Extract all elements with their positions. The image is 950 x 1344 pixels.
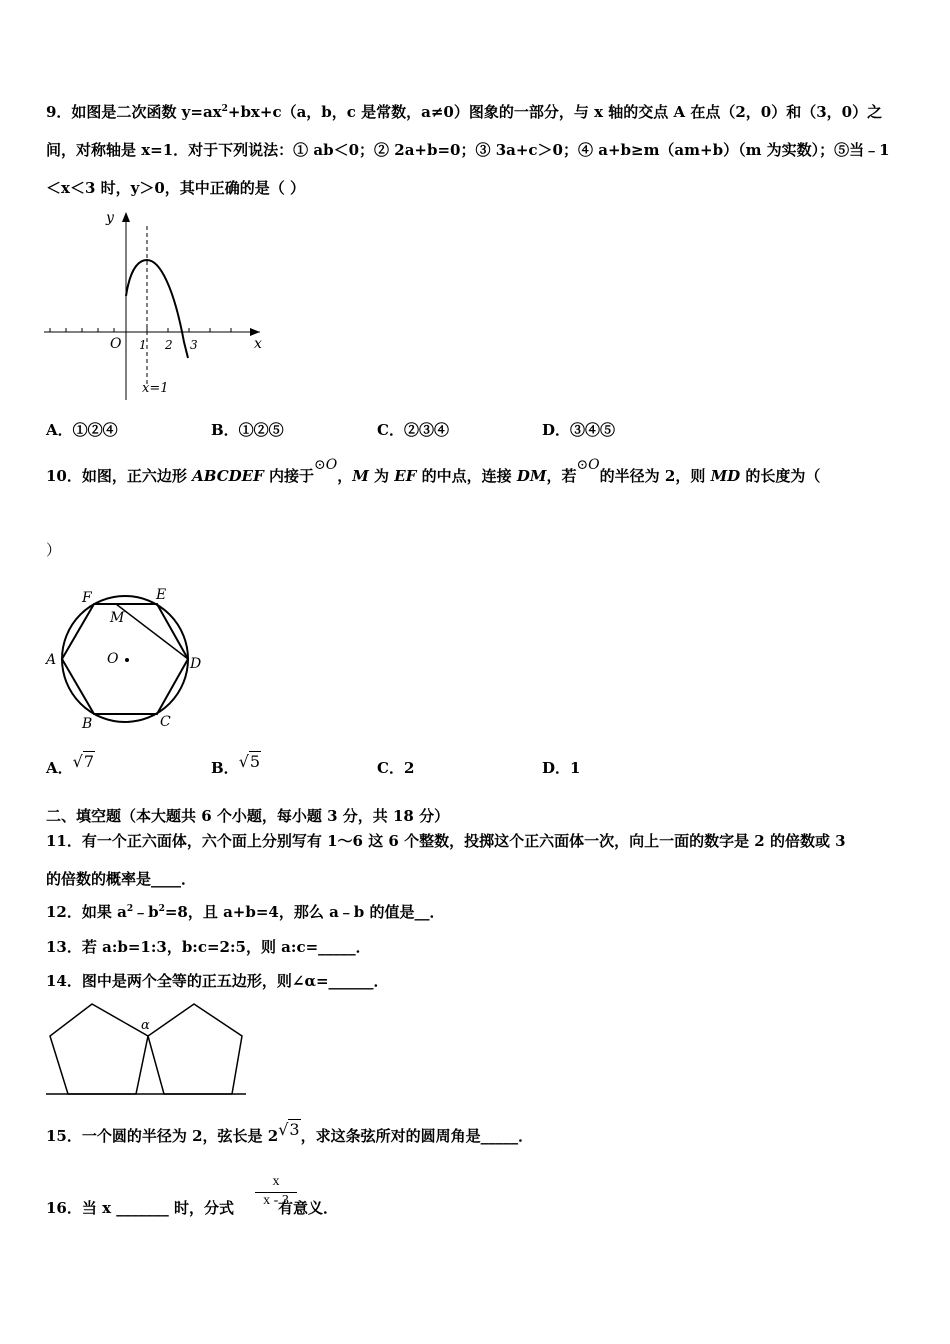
label-e: E [156,587,167,603]
q10-stem: 10．如图，正六边形 ABCDEF 内接于⊙O，M 为 EF 的中点，连接 DM，若⊙O的半径为 2，则 MD 的长度为（ [46,457,821,485]
q11-line1: 11．有一个正六面体，六个面上分别写有 1～6 这 6 个整数，投掷这个正六面体一次，向上一面的数字是 2 的倍数或 3 [46,832,846,850]
q9-option-d[interactable]: D．③④⑤ [542,421,616,439]
q10-hexagon-figure [40,584,210,734]
label-a: A [46,652,57,668]
q14-pentagons-figure [44,1000,254,1100]
parabola-curve [126,260,188,358]
tick-label-1: 1 [139,338,147,352]
q9-option-b[interactable]: B．①②⑤ [211,421,284,439]
label-d: D [190,656,202,672]
label-o: O [107,651,119,667]
q13: 13．若 a:b=1:3，b:c=2:5，则 a:c=_____． [46,938,371,956]
section2-title: 二、填空题（本大题共 6 个小题，每小题 3 分，共 18 分） [46,807,450,825]
symmetry-axis-label: x=1 [142,381,169,396]
q10-option-d[interactable]: D．1 [542,759,581,777]
q10-close-paren: ） [46,541,62,559]
label-m: M [110,610,125,626]
q12: 12．如果 $a^2﹣b^2=8$，且 a+b=4，那么 a﹣b 的值是__． [46,903,445,921]
y-axis-label: y [106,210,114,226]
q14: 14．图中是两个全等的正五边形，则∠α=______． [46,972,389,990]
fraction-numerator: x [272,1174,280,1189]
label-f: F [82,590,92,606]
tick-label-2: 2 [165,338,173,352]
q10-option-a[interactable]: A．√7 [46,752,95,777]
q9-option-c[interactable]: C．②③④ [377,421,449,439]
label-c: C [160,714,171,730]
q11-line2: 的倍数的概率是____． [46,870,197,888]
q10-option-b[interactable]: B．√5 [211,752,261,777]
q9-option-a[interactable]: A．①②④ [46,421,118,439]
q9-line1: 9．如图是二次函数 $y=ax^2+bx+c(a$，b，c 是常数，a≠0）图象的一部分，与 x 轴的交点 A 在点（2，0）和（3，0）之 [46,103,883,121]
circle-o-symbol: ⊙O [313,457,338,473]
q16-fraction [255,1174,297,1209]
q9-line2: 间，对称轴是 x=1．对于下列说法：① ab＜0；② 2a+b=0；③ 3a+c＞0；④ a+b≥m（am+b）（m 为实数）；⑤当﹣1 [46,141,890,159]
q10-option-c[interactable]: C．2 [377,759,415,777]
x-axis-label: x [254,336,262,352]
tick-label-3: 3 [190,338,198,352]
q9-parabola-figure [42,208,272,408]
label-b: B [82,716,93,732]
q9-line3: ＜x＜3 时，y＞0，其中正确的是（ ） [46,179,305,197]
q15: 15．一个圆的半径为 2，弦长是 2√3，求这条弦所对的圆周角是_____． [46,1120,534,1145]
circle-o-symbol: ⊙O [576,457,600,473]
q16: 16．当 x _______ 时，分式 有意义． [46,1199,338,1217]
alpha-label: α [141,1018,150,1033]
origin-label: O [110,336,122,352]
fraction-denominator: x - 3 [255,1192,297,1209]
